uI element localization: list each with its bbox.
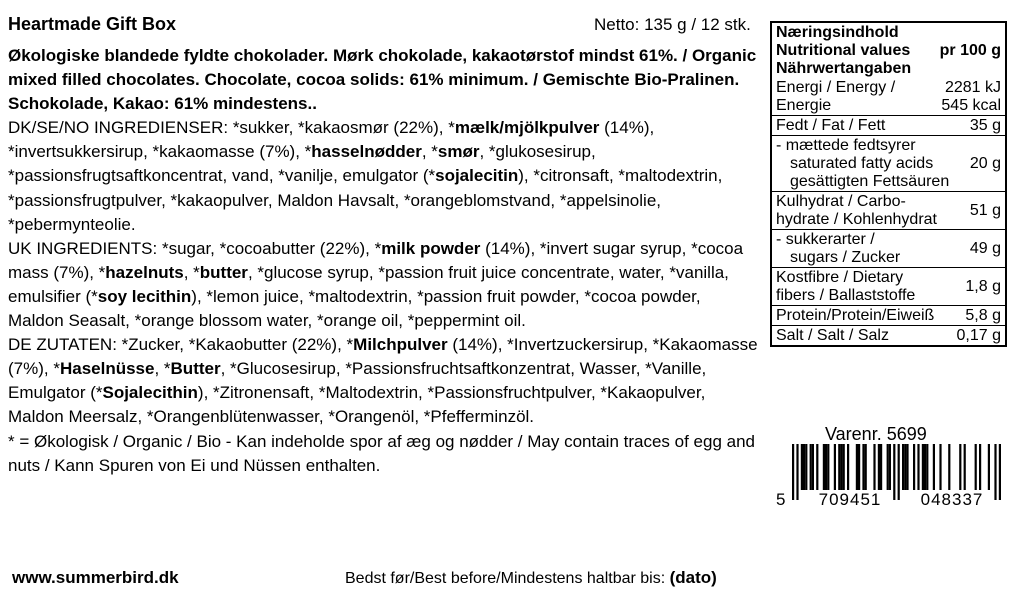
nutrition-row <box>772 78 1005 115</box>
ingredients-uk <box>8 237 760 333</box>
nutrition-row-label-line: - sukkerarter / <box>776 231 875 248</box>
ingredient-text: (14%), *invertsukkersirup, *kakaomasse (7%), * <box>8 118 655 162</box>
nutrition-value-line: 20 g <box>969 155 1001 172</box>
nutrition-row-label <box>772 116 968 135</box>
barcode-bar <box>887 444 889 490</box>
nutrition-value-line: 35 g <box>969 117 1001 134</box>
nutrition-value-line: 2281 kJ <box>944 79 1001 96</box>
nutrition-table <box>770 21 1007 347</box>
website-url[interactable]: www.summerbird.dk <box>12 568 179 587</box>
ingredient-text: DE ZUTATEN: *Zucker, *Kakaobutter (22%), * <box>8 335 354 355</box>
allergen-text: hazelnuts <box>105 262 184 282</box>
ingredient-text: ), *lemon juice, *maltodextrin, *passion fruit powder, *cocoa powder, Maldon Seasalt, *orange blossom water, *orange oil, *peppermint oil. <box>8 286 701 331</box>
nutrition-value-line: 49 g <box>969 240 1001 257</box>
barcode-bar <box>904 444 906 490</box>
barcode-bar <box>810 444 812 490</box>
product-description: Økologiske blandede fyldte chokolader. Mørk chokolade, kakaotørstof mindst 61%. / Organic mixed filled chocolates. Chocolate, cocoa solids: 61% minimum. / Gemischte Bio-Pralinen. Schokolade, Kakao: 61% mindestens.. <box>8 46 757 114</box>
barcode-bar <box>823 444 825 490</box>
nutrition-row <box>772 229 1005 267</box>
organic-allergen-note: * = Økologisk / Organic / Bio - Kan indeholde spor af æg og nødder / May contain traces of egg and nuts / Kann Spuren von Ei und Nüssen enthalten. <box>8 431 756 475</box>
barcode-bar <box>917 444 919 490</box>
nutrition-row <box>772 135 1005 191</box>
best-before <box>345 568 717 588</box>
nutrition-header-line: Nährwertangaben <box>776 60 912 77</box>
nutrition-row-value <box>968 201 1005 220</box>
barcode-left-digits: 709451 <box>818 490 882 508</box>
nutrition-header-line: Næringsindhold <box>776 24 899 41</box>
barcode-right-digits: 048337 <box>920 490 984 508</box>
nutrition-row <box>772 115 1005 135</box>
nutrition-row-label-line: hydrate / Kohlenhydrat <box>776 211 937 228</box>
barcode-bar <box>889 444 891 490</box>
allergen-text: Butter <box>170 359 221 379</box>
nutrition-header-per: pr 100 g <box>939 42 1001 59</box>
nutrition-row-value <box>939 78 1005 115</box>
allergen-text: soy lecithin <box>97 286 192 306</box>
nutrition-row-label <box>772 230 968 267</box>
nutrition-header-label <box>772 23 938 78</box>
nutrition-row-label-line: Fedt / Fat / Fett <box>776 117 886 134</box>
nutrition-row-value <box>968 116 1005 135</box>
nutrition-row-value <box>963 306 1005 325</box>
barcode-bar <box>838 444 840 490</box>
allergen-text: hasselnødder <box>311 142 422 162</box>
label-text <box>8 44 760 478</box>
allergen-text: milk powder <box>381 238 481 258</box>
nutrition-row-label <box>772 192 968 229</box>
barcode-bar <box>803 444 805 490</box>
barcode-bar <box>906 444 908 490</box>
nutrition-row <box>772 191 1005 229</box>
barcode-bar <box>878 444 880 490</box>
ingredient-text: , * <box>421 142 438 162</box>
barcode-bar <box>959 444 961 490</box>
nutrition-row-label <box>772 136 968 191</box>
barcode-first-digit: 5 <box>776 490 786 508</box>
barcode-bar <box>792 444 794 500</box>
nutrition-row-label-line: fibers / Ballaststoffe <box>776 287 916 304</box>
nutrition-row-label-line: Kostfibre / Dietary <box>776 269 904 286</box>
nutrition-value-line: 0,17 g <box>956 327 1001 344</box>
barcode-bar <box>902 444 904 490</box>
allergen-text: Haselnüsse <box>59 359 155 379</box>
nutrition-row-label-line: saturated fatty acids <box>790 155 934 172</box>
product-title: Heartmade Gift Box <box>8 14 177 34</box>
barcode-bar <box>948 444 950 490</box>
nutrition-row-value <box>955 326 1005 345</box>
ingredients-dk <box>8 116 760 236</box>
allergen-text: Milchpulver <box>353 335 448 355</box>
ingredient-text: ), *citronsaft, *maltodextrin, *passionsfrugtpulver, *kakaopulver, Maldon Havsalt, *orangeblomstvand, *appelsinolie, *pebermynteolie. <box>8 166 723 234</box>
allergen-text: mælk/mjölkpulver <box>454 118 600 138</box>
barcode-bar <box>856 444 858 490</box>
barcode-bar <box>924 444 926 490</box>
barcode-bar <box>858 444 860 490</box>
barcode-bar <box>840 444 842 490</box>
barcode-bar <box>939 444 941 490</box>
barcode-bar <box>816 444 818 490</box>
allergen-text: butter <box>199 262 248 282</box>
barcode-bar <box>994 444 996 500</box>
ingredient-text: , *glukosesirup, *passionsfrugtsaftkoncentrat, vand, *vanilje, emulgator (* <box>8 142 596 186</box>
ingredient-text: ), *Zitronensaft, *Maltodextrin, *Passionsfruchtpulver, *Kakaopulver, Maldon Meersalz, *Orangenblütenwasser, *Orangenöl, *Pfefferminzöl. <box>8 383 706 427</box>
ingredient-text: , * <box>154 359 171 379</box>
barcode-bar <box>979 444 981 490</box>
nutrition-row-label-line: Protein/Protein/Eiweiß <box>776 307 935 324</box>
barcode-bar <box>922 444 924 490</box>
allergen-text: sojalecitin <box>435 166 519 186</box>
item-number: Varenr. 5699 <box>825 424 927 444</box>
ingredient-text: DK/SE/NO INGREDIENSER: *sukker, *kakaosmør (22%), * <box>8 118 455 138</box>
barcode-bar <box>812 444 814 490</box>
ean13-barcode <box>774 444 1008 508</box>
nutrition-row-label <box>772 268 963 305</box>
nutrition-row <box>772 267 1005 305</box>
nutrition-row-label-line: - mættede fedtsyrer <box>776 137 916 154</box>
nutrition-header-line: Nutritional values <box>776 42 911 59</box>
nutrition-row-label-line: Kulhydrat / Carbo- <box>776 193 906 210</box>
ingredient-text: UK INGREDIENTS: *sugar, *cocoabutter (22%), * <box>8 238 382 258</box>
barcode-bar <box>873 444 875 490</box>
barcode-bar <box>862 444 864 490</box>
nutrition-value-line: 5,8 g <box>965 307 1001 324</box>
ingredient-text: , *glucose syrup, *passion fruit juice concentrate, water, *vanilla, emulsifier (* <box>8 262 729 306</box>
barcode-bar <box>880 444 882 490</box>
barcode-bar <box>933 444 935 490</box>
nutrition-rows <box>772 78 1005 345</box>
ingredients-de <box>8 333 760 429</box>
best-before-label: Bedst før/Best before/Mindestens haltbar bis: <box>345 570 666 587</box>
allergen-text: smør <box>437 142 480 162</box>
nutrition-row-label-line: Salt / Salt / Salz <box>776 327 889 344</box>
nutrition-value-line: 1,8 g <box>965 278 1001 295</box>
barcode-bar <box>893 444 895 500</box>
nutrition-row-value <box>968 239 1005 258</box>
nutrition-row <box>772 325 1005 345</box>
barcode-bar <box>834 444 836 490</box>
barcode-bar <box>999 444 1001 500</box>
barcode-bar <box>805 444 807 490</box>
barcode-bar <box>801 444 803 490</box>
net-weight: Netto: 135 g / 12 stk. <box>594 15 751 34</box>
nutrition-value-line: 545 kcal <box>941 97 1001 114</box>
nutrition-row-value <box>963 277 1005 296</box>
barcode-bar <box>898 444 900 500</box>
barcode-bar <box>825 444 827 490</box>
barcode-bar <box>847 444 849 490</box>
nutrition-row-label-line: Energi / Energy / <box>776 79 896 96</box>
ingredient-text: (14%), *invert sugar syrup, *cocoa mass (7%), * <box>8 238 744 282</box>
nutrition-row-label <box>772 326 955 345</box>
barcode-bar <box>843 444 845 490</box>
nutrition-row-label <box>772 306 963 325</box>
nutrition-row <box>772 305 1005 325</box>
barcode-bar <box>796 444 798 500</box>
nutrition-row-label-line: Energie <box>776 97 832 114</box>
allergen-text: Sojalecithin <box>102 383 198 403</box>
ingredient-text: , *Glucosesirup, *Passionsfruchtsaftkonzentrat, Wasser, *Vanille, Emulgator (* <box>8 359 707 403</box>
barcode-bar <box>964 444 966 490</box>
barcode-bar <box>865 444 867 490</box>
ingredient-text: (14%), *Invertzuckersirup, *Kakaomasse (7%), * <box>8 335 758 379</box>
barcode-bar <box>975 444 977 490</box>
ingredient-text: , * <box>183 262 200 282</box>
barcode-bar <box>913 444 915 490</box>
nutrition-value-line: 51 g <box>969 202 1001 219</box>
nutrition-row-value <box>968 154 1005 173</box>
nutrition-row-label-line: gesättigten Fettsäuren <box>790 173 950 190</box>
nutrition-header <box>772 23 1005 78</box>
nutrition-row-label-line: sugars / Zucker <box>790 249 901 266</box>
barcode-bar <box>988 444 990 490</box>
barcode-bar <box>827 444 829 490</box>
nutrition-row-label <box>772 78 939 115</box>
best-before-date: (dato) <box>669 568 717 587</box>
barcode-bar <box>926 444 928 490</box>
